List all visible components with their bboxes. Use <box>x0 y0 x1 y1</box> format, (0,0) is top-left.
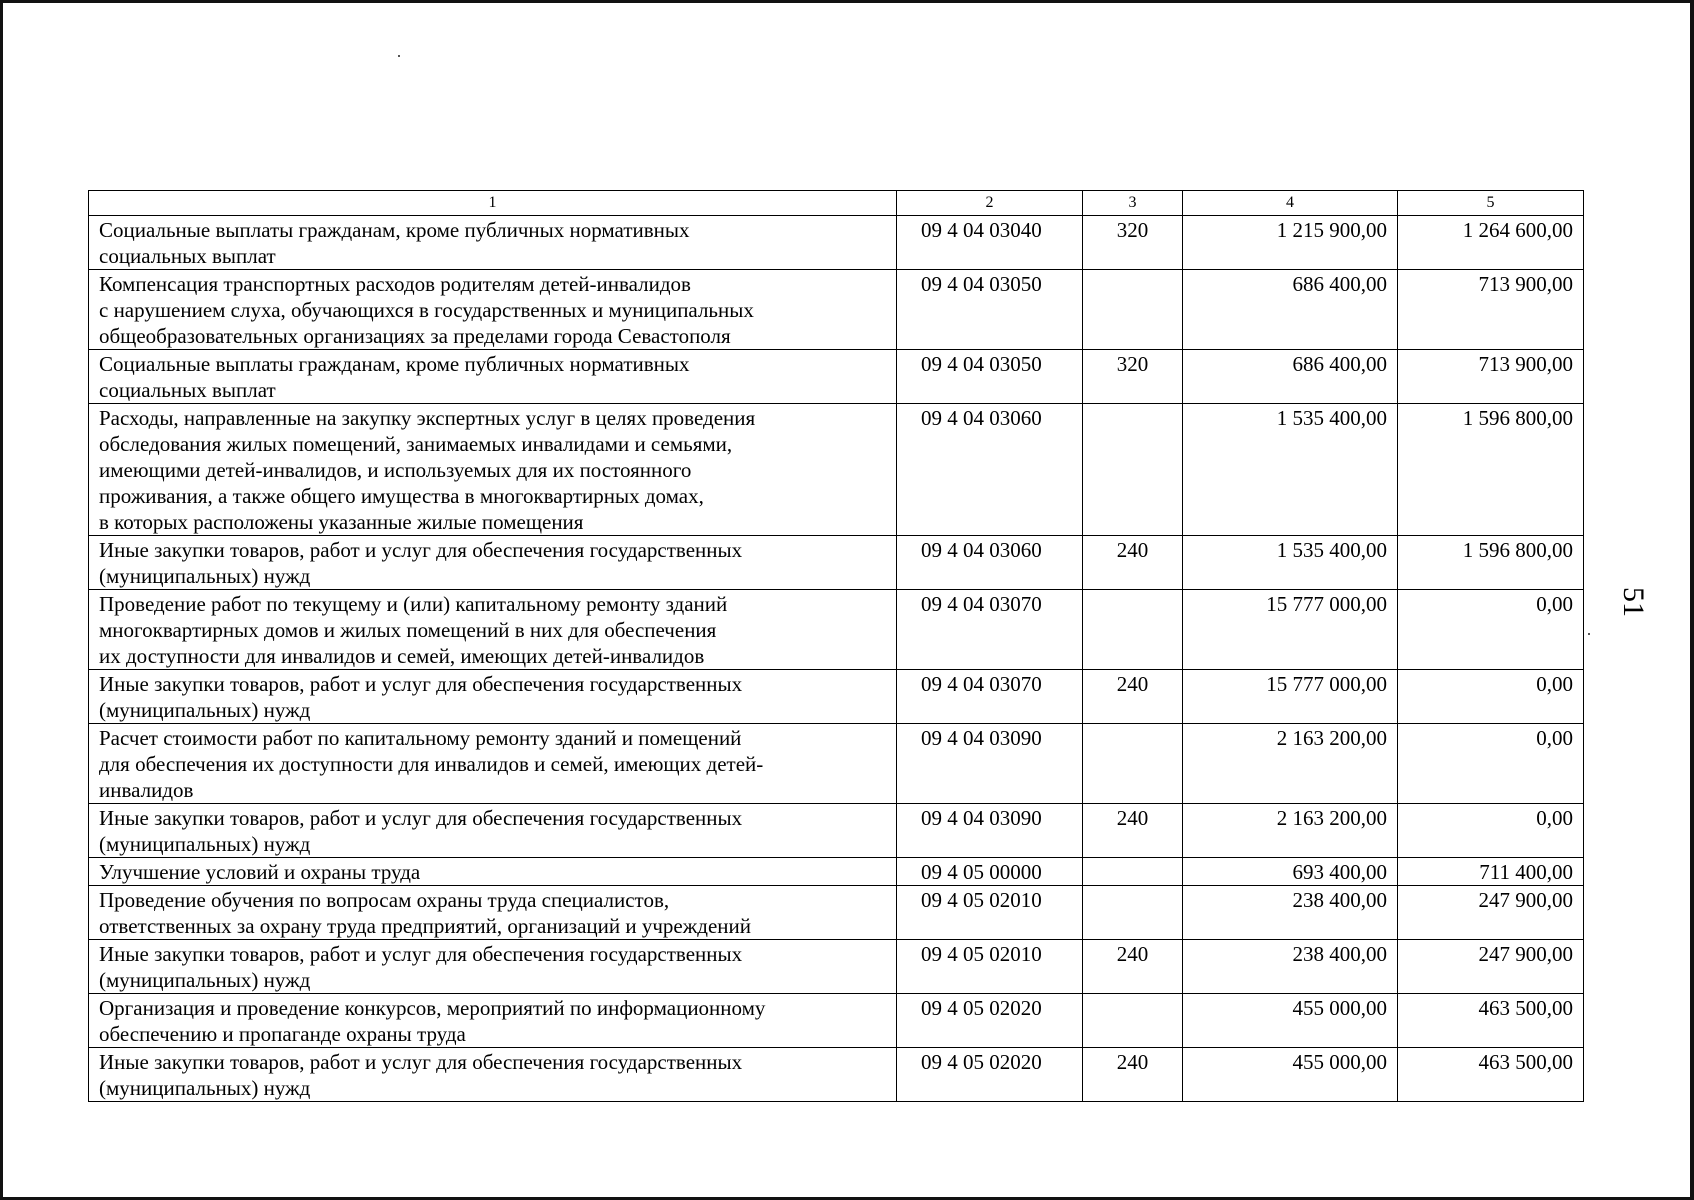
table-header-row <box>89 191 1584 216</box>
row-sum2-cell: 1 596 800,00 <box>1398 536 1584 590</box>
row-sum1-cell: 1 215 900,00 <box>1183 216 1398 270</box>
row-sum2-cell: 247 900,00 <box>1398 886 1584 940</box>
row-type-cell <box>1083 858 1183 886</box>
scan-speck <box>398 55 400 57</box>
budget-table <box>88 190 1584 1102</box>
row-sum1-cell: 2 163 200,00 <box>1183 724 1398 804</box>
table-row <box>89 590 1584 670</box>
row-name-cell: Иные закупки товаров, работ и услуг для обеспечения государственных (муниципальных) нужд <box>89 940 897 994</box>
row-code-cell: 09 4 04 03060 <box>897 536 1083 590</box>
row-sum2-cell: 463 500,00 <box>1398 1048 1584 1102</box>
row-code-cell: 09 4 05 02020 <box>897 994 1083 1048</box>
header-cell: 3 <box>1083 191 1183 216</box>
row-code-cell: 09 4 05 02010 <box>897 886 1083 940</box>
table-row <box>89 804 1584 858</box>
row-code-cell: 09 4 04 03050 <box>897 350 1083 404</box>
table-row <box>89 216 1584 270</box>
row-sum1-cell: 2 163 200,00 <box>1183 804 1398 858</box>
row-type-cell <box>1083 724 1183 804</box>
row-code-cell: 09 4 05 02010 <box>897 940 1083 994</box>
header-cell: 2 <box>897 191 1083 216</box>
header-cell: 5 <box>1398 191 1584 216</box>
row-code-cell: 09 4 04 03040 <box>897 216 1083 270</box>
table-row <box>89 858 1584 886</box>
row-name-cell: Улучшение условий и охраны труда <box>89 858 897 886</box>
header-cell: 1 <box>89 191 897 216</box>
row-sum2-cell: 713 900,00 <box>1398 350 1584 404</box>
row-sum1-cell: 238 400,00 <box>1183 886 1398 940</box>
row-name-cell: Социальные выплаты гражданам, кроме публичных нормативных социальных выплат <box>89 350 897 404</box>
row-sum2-cell: 0,00 <box>1398 590 1584 670</box>
table-row <box>89 670 1584 724</box>
row-name-cell: Компенсация транспортных расходов родителям детей-инвалидов с нарушением слуха, обучающихся в государственных и муниципальных общеобразовательных организациях за пределами города Севастополя <box>89 270 897 350</box>
row-sum1-cell: 686 400,00 <box>1183 350 1398 404</box>
row-code-cell: 09 4 05 02020 <box>897 1048 1083 1102</box>
table-row <box>89 350 1584 404</box>
row-type-cell <box>1083 590 1183 670</box>
row-name-cell: Организация и проведение конкурсов, мероприятий по информационному обеспечению и пропаганде охраны труда <box>89 994 897 1048</box>
row-sum1-cell: 15 777 000,00 <box>1183 670 1398 724</box>
table-row <box>89 886 1584 940</box>
row-name-cell: Иные закупки товаров, работ и услуг для обеспечения государственных (муниципальных) нужд <box>89 670 897 724</box>
row-type-cell: 240 <box>1083 536 1183 590</box>
row-code-cell: 09 4 04 03090 <box>897 804 1083 858</box>
row-type-cell: 240 <box>1083 1048 1183 1102</box>
row-sum2-cell: 463 500,00 <box>1398 994 1584 1048</box>
row-type-cell <box>1083 404 1183 536</box>
row-type-cell <box>1083 886 1183 940</box>
row-type-cell <box>1083 994 1183 1048</box>
scan-speck <box>1588 633 1590 635</box>
row-name-cell: Проведение обучения по вопросам охраны труда специалистов, ответственных за охрану труда предприятий, организаций и учреждений <box>89 886 897 940</box>
page-number: 51 <box>1617 587 1650 617</box>
row-sum2-cell: 1 596 800,00 <box>1398 404 1584 536</box>
row-type-cell: 240 <box>1083 940 1183 994</box>
row-type-cell <box>1083 270 1183 350</box>
row-name-cell: Иные закупки товаров, работ и услуг для обеспечения государственных (муниципальных) нужд <box>89 536 897 590</box>
table-row <box>89 994 1584 1048</box>
row-code-cell: 09 4 04 03070 <box>897 670 1083 724</box>
row-type-cell: 320 <box>1083 350 1183 404</box>
scan-border-left <box>0 0 3 1200</box>
row-sum1-cell: 455 000,00 <box>1183 994 1398 1048</box>
table-row <box>89 940 1584 994</box>
row-sum1-cell: 15 777 000,00 <box>1183 590 1398 670</box>
table-row <box>89 724 1584 804</box>
row-sum2-cell: 1 264 600,00 <box>1398 216 1584 270</box>
row-sum1-cell: 238 400,00 <box>1183 940 1398 994</box>
row-sum1-cell: 686 400,00 <box>1183 270 1398 350</box>
budget-table-container <box>88 190 1584 1102</box>
row-code-cell: 09 4 04 03090 <box>897 724 1083 804</box>
row-sum2-cell: 711 400,00 <box>1398 858 1584 886</box>
row-code-cell: 09 4 04 03070 <box>897 590 1083 670</box>
row-sum2-cell: 247 900,00 <box>1398 940 1584 994</box>
row-sum2-cell: 0,00 <box>1398 804 1584 858</box>
table-row <box>89 1048 1584 1102</box>
row-code-cell: 09 4 05 00000 <box>897 858 1083 886</box>
row-sum1-cell: 693 400,00 <box>1183 858 1398 886</box>
row-sum2-cell: 0,00 <box>1398 670 1584 724</box>
row-code-cell: 09 4 04 03060 <box>897 404 1083 536</box>
scan-border-top <box>0 0 1694 3</box>
row-sum1-cell: 1 535 400,00 <box>1183 404 1398 536</box>
row-sum1-cell: 1 535 400,00 <box>1183 536 1398 590</box>
row-sum2-cell: 0,00 <box>1398 724 1584 804</box>
row-name-cell: Проведение работ по текущему и (или) капитальному ремонту зданий многоквартирных домов и жилых помещений в них для обеспечения их доступности для инвалидов и семей, имеющих детей-инвалидов <box>89 590 897 670</box>
row-sum1-cell: 455 000,00 <box>1183 1048 1398 1102</box>
row-type-cell: 240 <box>1083 670 1183 724</box>
row-sum2-cell: 713 900,00 <box>1398 270 1584 350</box>
scan-border-right <box>1690 0 1694 1200</box>
table-row <box>89 536 1584 590</box>
table-row <box>89 404 1584 536</box>
row-name-cell: Расходы, направленные на закупку экспертных услуг в целях проведения обследования жилых помещений, занимаемых инвалидами и семьями, имеющими детей-инвалидов, и используемых для их постоянного проживания, а также общего имущества в многоквартирных домах, в которых расположены указанные жилые помещения <box>89 404 897 536</box>
row-name-cell: Иные закупки товаров, работ и услуг для обеспечения государственных (муниципальных) нужд <box>89 1048 897 1102</box>
row-code-cell: 09 4 04 03050 <box>897 270 1083 350</box>
row-name-cell: Расчет стоимости работ по капитальному ремонту зданий и помещений для обеспечения их доступности для инвалидов и семей, имеющих детей- инвалидов <box>89 724 897 804</box>
header-cell: 4 <box>1183 191 1398 216</box>
table-row <box>89 270 1584 350</box>
row-name-cell: Социальные выплаты гражданам, кроме публичных нормативных социальных выплат <box>89 216 897 270</box>
row-type-cell: 240 <box>1083 804 1183 858</box>
row-type-cell: 320 <box>1083 216 1183 270</box>
row-name-cell: Иные закупки товаров, работ и услуг для обеспечения государственных (муниципальных) нужд <box>89 804 897 858</box>
